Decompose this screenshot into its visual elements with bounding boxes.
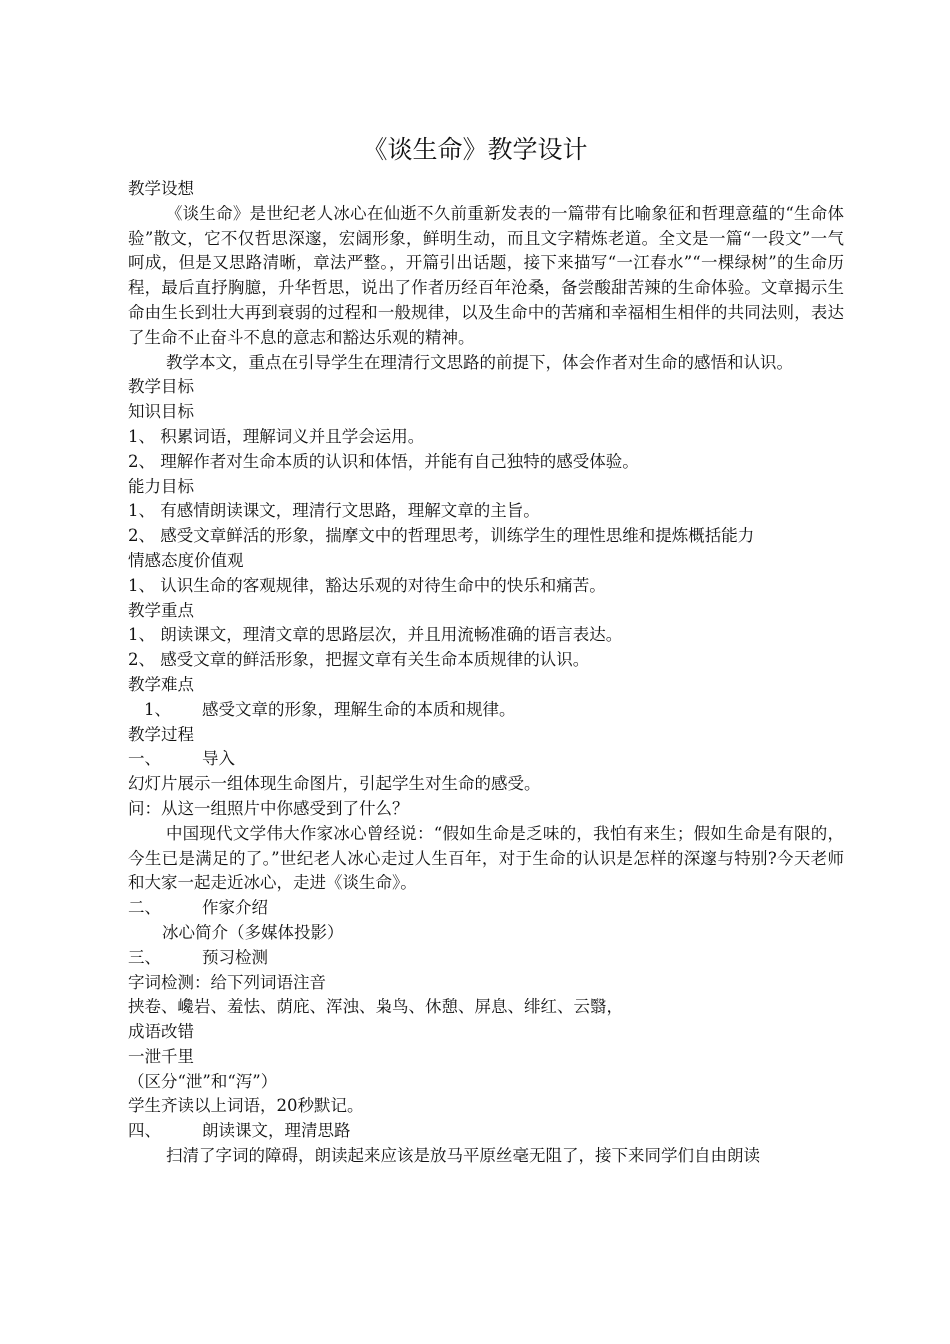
step-text: 幻灯片展示一组体现生命图片，引起学生对生命的感受。 xyxy=(128,774,541,794)
step-text: 扫清了字词的障碍，朗读起来应该是放马平原丝毫无阻了，接下来同学们自由朗读 xyxy=(165,1146,760,1166)
step-number: 一、 xyxy=(128,749,161,769)
document-body xyxy=(128,177,844,1169)
step-heading xyxy=(128,1119,844,1144)
step-text: 问：从这一组照片中你感受到了什么？ xyxy=(128,798,409,818)
list-item: 2、 感受文章鲜活的形象，揣摩文中的哲理思考，训练学生的理性思维和提炼概括能力 xyxy=(128,526,755,546)
section-heading-key-points: 教学重点 xyxy=(128,600,194,620)
step-number: 二、 xyxy=(128,898,161,918)
subheading-ability: 能力目标 xyxy=(128,476,194,496)
list-item: 1、 认识生命的客观规律，豁达乐观的对待生命中的快乐和痛苦。 xyxy=(128,575,606,595)
step-number: 四、 xyxy=(128,1121,161,1141)
section-heading-goals: 教学目标 xyxy=(128,377,194,397)
list-item xyxy=(128,698,844,723)
step-title: 作家介绍 xyxy=(202,898,268,918)
list-item: 2、 感受文章的鲜活形象，把握文章有关生命本质规律的认识。 xyxy=(128,650,590,670)
section-heading-process: 教学过程 xyxy=(128,724,194,744)
page-title: 《谈生命》教学设计 xyxy=(362,135,588,164)
list-item: 1、 积累词语，理解词义并且学会运用。 xyxy=(128,426,425,446)
step-title: 预习检测 xyxy=(202,947,268,967)
concept-paragraph-1: 《谈生命》是世纪老人冰心在仙逝不久前重新发表的一篇带有比喻象征和哲理意蕴的“生命体验”散文，它不仅哲思深邃，宏阔形象，鲜明生动，而且文字精炼老道。全文是一篇“一段文”一气呵成，但是又思路清晰，章法严整。，开篇引出话题，接下来描写“一江春水”“一棵绿树”的生命历程，最后直抒胸臆，升华哲思，说出了作者历经百年沧桑，备尝酸甜苦辣的生命体验。文章揭示生命由生长到壮大再到衰弱的过程和一般规律，以及生命中的苦痛和幸福相生相伴的共同法则，表达了生命不止奋斗不息的意志和豁达乐观的精神。 xyxy=(128,203,844,347)
step-heading xyxy=(128,896,844,921)
step-text: （区分“泄”和“泻”） xyxy=(128,1071,278,1091)
section-heading-difficulty: 教学难点 xyxy=(128,674,194,694)
step-heading xyxy=(128,946,844,971)
section-heading-concept: 教学设想 xyxy=(128,179,194,198)
quote-paragraph: 中国现代文学伟大作家冰心曾经说：“假如生命是乏味的，我怕有来生；假如生命是有限的，今生已是满足的了。”世纪老人冰心走过人生百年，对于生命的认识是怎样的深邃与特别?今天老师和大家一起走近冰心，走进《谈生命》。 xyxy=(128,823,844,893)
step-number: 三、 xyxy=(128,947,161,967)
list-item: 1、 朗读课文，理清文章的思路层次，并且用流畅准确的语言表达。 xyxy=(128,625,623,645)
list-text: 感受文章的形象，理解生命的本质和规律。 xyxy=(202,699,516,719)
list-number: 1、 xyxy=(144,699,171,719)
step-heading xyxy=(128,747,844,772)
step-text: 字词检测：给下列词语注音 xyxy=(128,972,326,992)
step-text: 挟卷、巉岩、羞怯、荫庇、浑浊、枭鸟、休憩、屏息、绯红、云翳， xyxy=(128,997,623,1017)
step-text: 成语改错 xyxy=(128,1022,194,1042)
step-text: 冰心简介（多媒体投影） xyxy=(162,922,344,942)
list-item: 1、 有感情朗读课文，理清行文思路，理解文章的主旨。 xyxy=(128,501,540,521)
list-item: 2、 理解作者对生命本质的认识和体悟，并能有自己独特的感受体验。 xyxy=(128,451,639,471)
subheading-emotion: 情感态度价值观 xyxy=(128,550,244,570)
subheading-knowledge: 知识目标 xyxy=(128,402,194,422)
step-title: 朗读课文，理清思路 xyxy=(202,1121,351,1141)
concept-paragraph-2: 教学本文，重点在引导学生在理清行文思路的前提下，体会作者对生命的感悟和认识。 xyxy=(165,352,793,372)
step-title: 导入 xyxy=(202,749,235,769)
step-text: 一泄千里 xyxy=(128,1046,194,1066)
step-text: 学生齐读以上词语，20秒默记。 xyxy=(128,1096,364,1116)
